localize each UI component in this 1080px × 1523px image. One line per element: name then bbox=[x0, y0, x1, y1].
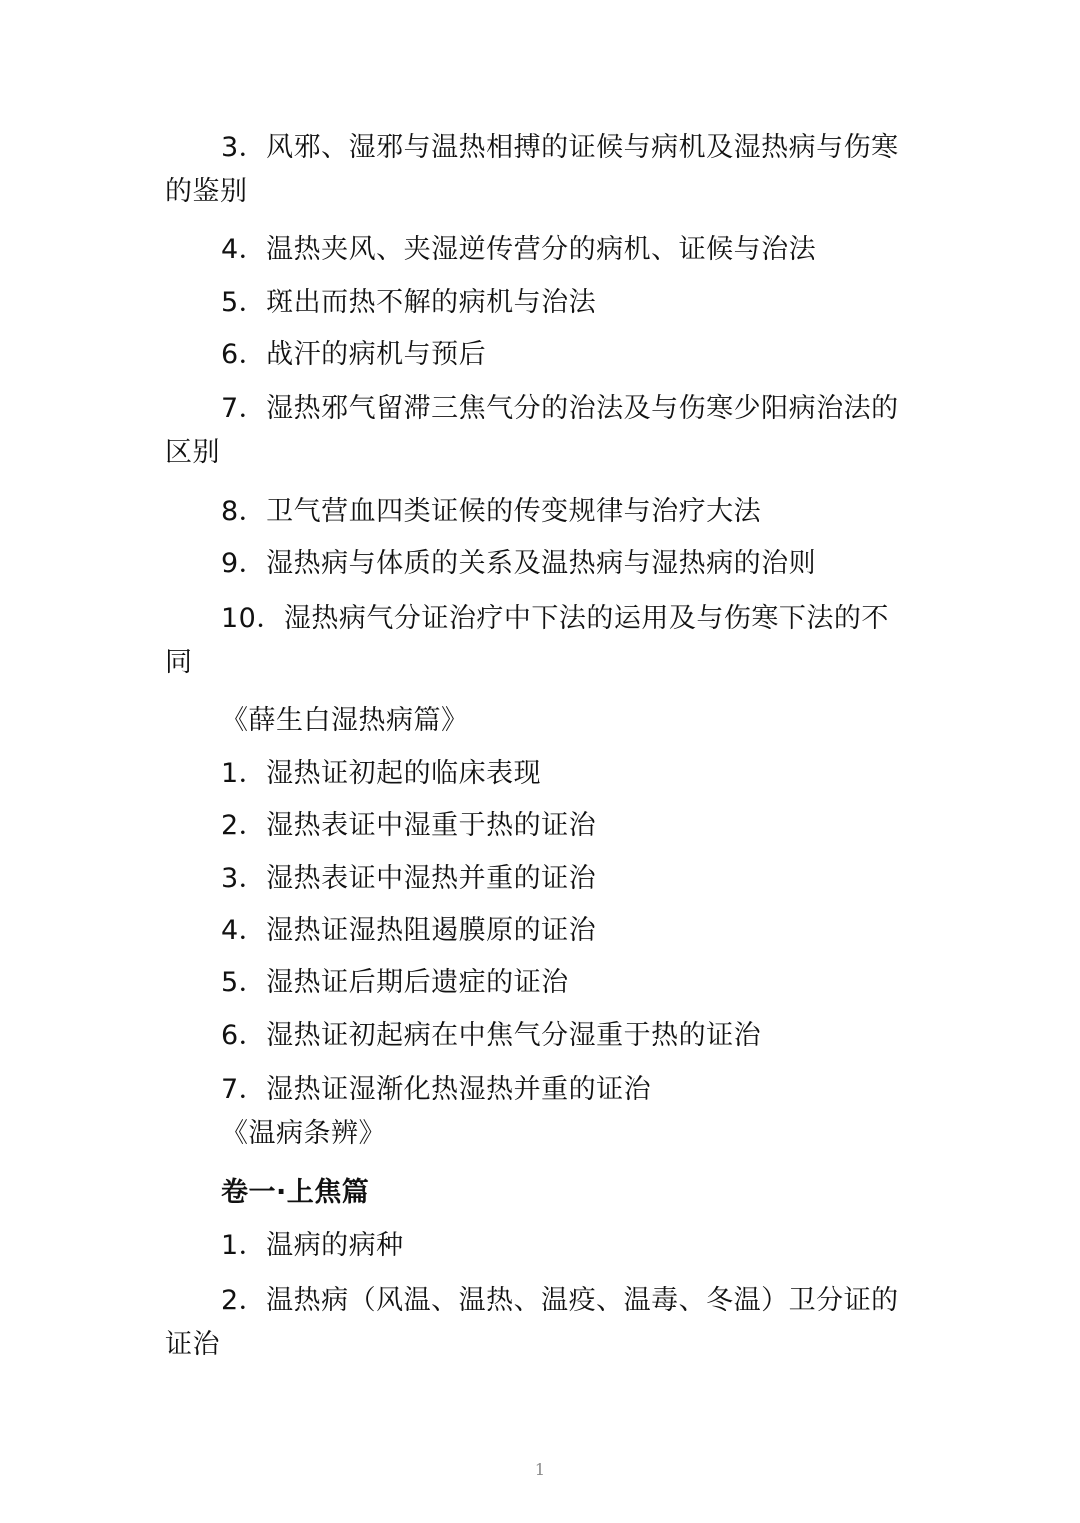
list-item-2-weifen: 2．温热病（风温、温热、温疫、温毒、冬温）卫分证的证治 bbox=[165, 1285, 899, 1360]
list-item-5-sequelae: 5．湿热证后期后遗症的证治 bbox=[221, 967, 569, 998]
list-item-5-rash: 5．斑出而热不解的病机与治法 bbox=[221, 287, 597, 318]
page-number: 1 bbox=[534, 1460, 546, 1479]
list-item-4-moyuan: 4．湿热证湿热阻遏膜原的证治 bbox=[221, 915, 597, 946]
list-item-9-constitution: 9．湿热病与体质的关系及温热病与湿热病的治则 bbox=[221, 548, 817, 579]
list-item-7-damp-to-heat: 7．湿热证湿渐化热湿热并重的证治 bbox=[221, 1074, 652, 1105]
section-title-xue-shengbai: 《薛生白湿热病篇》 bbox=[221, 705, 469, 736]
list-item-2-damp-over-heat: 2．湿热表证中湿重于热的证治 bbox=[221, 810, 597, 841]
list-item-10-purgation: 10．湿热病气分证治疗中下法的运用及与伤寒下法的不同 bbox=[165, 603, 889, 678]
list-item-3-diagnosis: 3．风邪、湿邪与温热相搏的证候与病机及湿热病与伤寒的鉴别 bbox=[165, 132, 899, 207]
list-item-7-sanjiao: 7．湿热邪气留滞三焦气分的治法及与伤寒少阳病治法的区别 bbox=[165, 393, 899, 468]
list-item-3-damp-heat-equal: 3．湿热表证中湿热并重的证治 bbox=[221, 863, 597, 894]
section-title-wenbing-tiaobian: 《温病条辨》 bbox=[221, 1118, 386, 1149]
section-subtitle-shangjiao: 卷一·上焦篇 bbox=[221, 1177, 370, 1208]
list-item-6-middle-jiao: 6．湿热证初起病在中焦气分湿重于热的证治 bbox=[221, 1020, 762, 1051]
list-item-8-weiqi-yingxue: 8．卫气营血四类证候的传变规律与治疗大法 bbox=[221, 496, 762, 527]
list-item-1-initial: 1．湿热证初起的临床表现 bbox=[221, 758, 542, 789]
list-item-6-sweating: 6．战汗的病机与预后 bbox=[221, 339, 487, 370]
list-item-4-reverse-transmission: 4．温热夹风、夹湿逆传营分的病机、证候与治法 bbox=[221, 234, 817, 265]
list-item-1-disease-types: 1．温病的病种 bbox=[221, 1230, 404, 1261]
